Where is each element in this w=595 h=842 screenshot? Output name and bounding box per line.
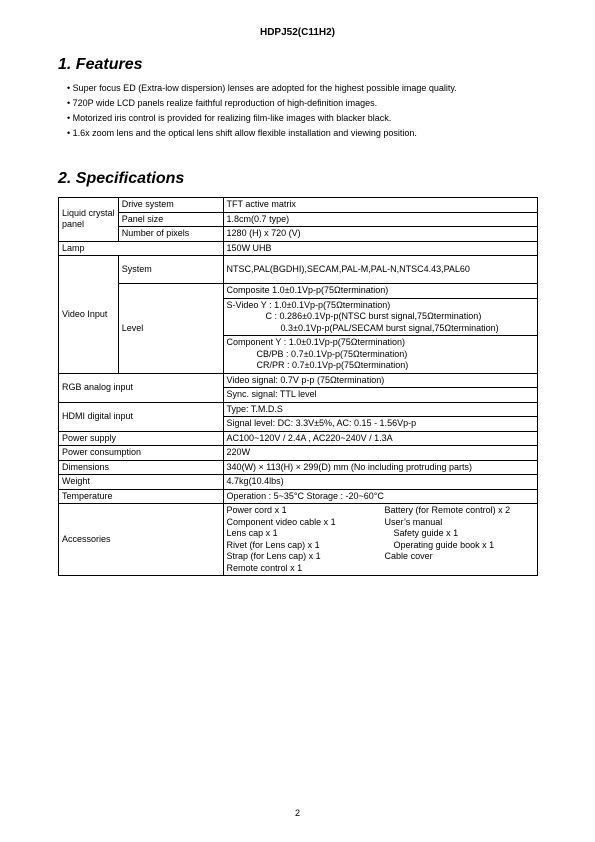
accessory-item: Rivet (for Lens cap) x 1 [226,539,320,550]
dimensions-label: Dimensions [59,460,224,475]
component-y: Component Y : 1.0±0.1Vp-p(75Ωtermination) [226,337,405,347]
table-row [59,198,538,213]
accessory-item: Operating guide book x 1 [393,539,495,550]
features-list [67,81,457,141]
svideo-c-pal: 0.3±0.1Vp-p(PAL/SECAM burst signal,75Ωtermination) [280,322,499,333]
accessory-item: Safety guide x 1 [393,528,459,538]
table-row [59,227,538,242]
temperature-value: Operation : 5~35°C Storage : -20~60°C [223,489,537,504]
feature-item: • 720P wide LCD panels realize faithful reproduction of high-definition images. [67,96,457,111]
hdmi-type-value: Type: T.M.D.S [223,402,537,417]
svideo-cell [223,298,537,336]
hdmi-label: HDMI digital input [59,402,224,431]
specifications-table [58,197,538,576]
video-input-label: Video Input [59,256,119,374]
document-header: HDPJ52(C11H2) [259,27,336,38]
table-row [59,241,538,256]
svideo-c: C : 0.286±0.1Vp-p(NTSC burst signal,75Ωtermination) [265,311,482,321]
table-row [59,256,538,284]
lamp-value: 150W UHB [223,241,537,256]
video-system-label: System [118,256,223,284]
table-row [59,284,538,299]
accessory-item: Lens cap x 1 [226,528,278,538]
accessories-label: Accessories [59,504,224,576]
table-row [59,373,538,388]
accessory-item: Strap (for Lens cap) x 1 [226,551,321,561]
component-cb: CB/PB : 0.7±0.1Vp-p(75Ωtermination) [256,348,408,359]
features-title: 1. Features [58,56,143,73]
feature-item: • Motorized iris control is provided for realizing film-like images with blacker black. [67,111,457,126]
hdmi-level-value: Signal level: DC: 3.3V±5%, AC: 0.15 - 1.56Vp-p [223,417,537,432]
accessory-item: User’s manual [384,516,443,527]
feature-item: • Super focus ED (Extra-low dispersion) lenses are adopted for the highest possible image quality. [67,81,457,96]
accessory-item: Battery (for Remote control) x 2 [384,505,511,515]
composite-value: Composite 1.0±0.1Vp-p(75Ωtermination) [223,284,537,299]
table-row [59,460,538,475]
temperature-label: Temperature [59,489,224,504]
weight-label: Weight [59,475,224,490]
accessories-column-1 [227,505,385,574]
table-row [59,212,538,227]
power-consumption-value: 220W [223,446,537,461]
accessory-item: Remote control x 1 [226,562,303,573]
component-cell [223,336,537,374]
accessory-item: Component video cable x 1 [226,516,336,527]
drive-system-label: Drive system [118,198,223,213]
weight-value: 4.7kg(10.4lbs) [223,475,537,490]
video-system-value: NTSC,PAL(BGDHI),SECAM,PAL-M,PAL-N,NTSC4.43,PAL60 [223,256,537,284]
rgb-sync-value: Sync. signal: TTL level [223,388,537,403]
lcd-label: Liquid crystal panel [59,198,119,242]
table-row [59,504,538,576]
power-supply-value: AC100~120V / 2.4A , AC220~240V / 1.3A [223,431,537,446]
panel-size-label: Panel size [118,212,223,227]
accessories-column-2 [385,505,525,574]
pixels-label: Number of pixels [118,227,223,242]
panel-size-value: 1.8cm(0.7 type) [223,212,537,227]
table-row [59,446,538,461]
feature-item: • 1.6x zoom lens and the optical lens shift allow flexible installation and viewing position. [67,126,457,141]
page-number: 2 [294,808,300,818]
pixels-value: 1280 (H) x 720 (V) [223,227,537,242]
table-row [59,475,538,490]
power-supply-label: Power supply [59,431,224,446]
power-consumption-label: Power consumption [59,446,224,461]
video-level-label: Level [118,284,223,374]
specifications-title: 2. Specifications [58,170,185,187]
accessory-item: Power cord x 1 [226,505,287,515]
accessory-item: Cable cover [384,551,433,561]
table-row [59,402,538,417]
component-cr: CR/PR : 0.7±0.1Vp-p(75Ωtermination) [256,360,409,370]
drive-system-value: TFT active matrix [223,198,537,213]
table-row [59,489,538,504]
rgb-label: RGB analog input [59,373,224,402]
dimensions-value: 340(W) × 113(H) × 299(D) mm (No including protruding parts) [223,460,537,475]
rgb-video-value: Video signal: 0.7V p-p (75Ωtermination) [223,373,537,388]
accessories-value [223,504,537,576]
table-row [59,431,538,446]
lamp-label: Lamp [59,241,224,256]
svideo-y: S-Video Y : 1.0±0.1Vp-p(75Ωtermination) [226,299,391,310]
